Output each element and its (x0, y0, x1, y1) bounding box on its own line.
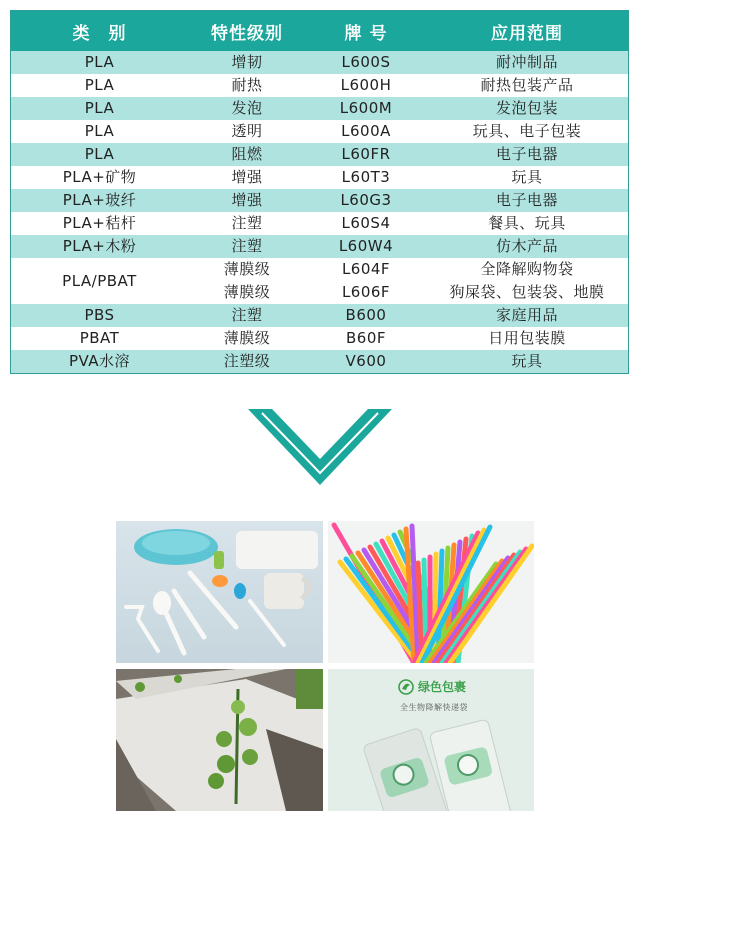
cell-application (426, 235, 628, 258)
cell-grade (188, 350, 306, 373)
cell-code-line: L606F (341, 283, 391, 301)
cell-code (306, 74, 426, 97)
cell-grade-line: 发泡 (231, 99, 263, 117)
cell-code-line: L60FR (341, 145, 391, 163)
cell-code (306, 304, 426, 327)
cell-application (426, 97, 628, 120)
cell-code (306, 143, 426, 166)
cell-grade-line: 薄膜级 (223, 260, 271, 278)
cell-code (306, 120, 426, 143)
table-row (11, 51, 628, 74)
cell-application-line: 发泡包装 (495, 99, 558, 117)
cell-application (426, 166, 628, 189)
cell-grade (188, 120, 306, 143)
cell-application-line: 仿木产品 (495, 237, 558, 255)
cell-application-line: 日用包装膜 (488, 329, 566, 347)
cell-grade (188, 74, 306, 97)
cell-code-line: V600 (345, 352, 387, 370)
cell-category: PLA+木粉 (11, 235, 188, 258)
cell-grade-line: 阻燃 (231, 145, 263, 163)
brand-subtitle: 全生物降解快递袋 (400, 703, 468, 712)
cell-grade (188, 166, 306, 189)
cell-application-line: 玩具 (511, 168, 543, 186)
cell-grade (188, 143, 306, 166)
cell-application-line: 玩具、电子包装 (472, 122, 582, 140)
photo-agricultural-mulch-film (116, 669, 323, 811)
header-grade: 特性级别 (188, 11, 306, 51)
cell-grade (188, 327, 306, 350)
cell-code-line: L600H (340, 76, 392, 94)
cell-grade-line: 增强 (231, 191, 263, 209)
table-row (11, 327, 628, 350)
cell-code (306, 97, 426, 120)
cell-category: PLA (11, 120, 188, 143)
cell-category: PLA (11, 74, 188, 97)
cell-application (426, 350, 628, 373)
product-grade-table (10, 10, 629, 374)
cell-application (426, 120, 628, 143)
cell-application (426, 258, 628, 304)
cell-code (306, 212, 426, 235)
cell-application-line: 家庭用品 (495, 306, 558, 324)
cell-code (306, 235, 426, 258)
cell-code (306, 327, 426, 350)
table-row (11, 350, 628, 373)
table-row (11, 166, 628, 189)
cell-application-line: 餐具、玩具 (488, 214, 566, 232)
cell-grade-line: 透明 (231, 122, 263, 140)
cell-grade (188, 235, 306, 258)
cell-category: PLA+秸杆 (11, 212, 188, 235)
cell-grade (188, 304, 306, 327)
table-row (11, 212, 628, 235)
table-row (11, 235, 628, 258)
cell-code-line: B60F (345, 329, 386, 347)
cell-grade (188, 51, 306, 74)
table-row (11, 120, 628, 143)
cell-category: PLA (11, 51, 188, 74)
cell-grade (188, 97, 306, 120)
cell-code (306, 166, 426, 189)
cell-code (306, 350, 426, 373)
cell-code-line: L600A (341, 122, 391, 140)
cell-application-line: 玩具 (511, 352, 543, 370)
cell-category: PLA/PBAT (11, 258, 188, 304)
cell-code-line: L604F (341, 260, 391, 278)
cell-category: PLA+玻纤 (11, 189, 188, 212)
cell-application (426, 143, 628, 166)
cell-grade-line: 增韧 (231, 53, 263, 71)
cell-category: PLA (11, 97, 188, 120)
header-code: 牌 号 (306, 11, 426, 51)
recycle-leaf-icon (398, 679, 414, 695)
cell-code-line: L60W4 (338, 237, 394, 255)
cell-category: PBS (11, 304, 188, 327)
cell-grade-line: 注塑级 (223, 352, 271, 370)
cell-application (426, 327, 628, 350)
cell-application-line: 耐冲制品 (495, 53, 558, 71)
cell-application-line: 电子电器 (495, 145, 558, 163)
cell-code-line: B600 (345, 306, 387, 324)
cell-application-line: 耐热包装产品 (480, 76, 574, 94)
cell-application (426, 212, 628, 235)
cell-code (306, 258, 426, 304)
cell-grade-line: 薄膜级 (223, 329, 271, 347)
cell-grade (188, 212, 306, 235)
cell-code (306, 51, 426, 74)
cell-application-line: 电子电器 (495, 191, 558, 209)
cell-application (426, 51, 628, 74)
photo-colorful-straws (328, 521, 534, 663)
header-category: 类 别 (11, 11, 188, 51)
cell-code-line: L60G3 (340, 191, 392, 209)
cell-code-line: L600S (341, 53, 391, 71)
table-header-row (11, 11, 628, 51)
cell-grade-line: 注塑 (231, 237, 263, 255)
cell-grade-line: 注塑 (231, 306, 263, 324)
cell-grade-line: 增强 (231, 168, 263, 186)
brand-logo (398, 678, 466, 695)
cell-application-line: 狗屎袋、包装袋、地膜 (449, 283, 605, 301)
photo-biodegradable-tableware (116, 521, 323, 663)
cell-code (306, 189, 426, 212)
cell-code-line: L60T3 (341, 168, 391, 186)
table-row (11, 258, 628, 304)
cell-grade (188, 258, 306, 304)
brand-title: 绿色包裹 (418, 680, 467, 694)
cell-category: PLA+矿物 (11, 166, 188, 189)
table-row (11, 143, 628, 166)
cell-category: PVA水溶 (11, 350, 188, 373)
table-row (11, 189, 628, 212)
cell-code-line: L600M (339, 99, 393, 117)
down-chevron-icon (246, 407, 394, 487)
cell-application (426, 189, 628, 212)
table-row (11, 97, 628, 120)
cell-category: PLA (11, 143, 188, 166)
header-application: 应用范围 (426, 11, 628, 51)
cell-application (426, 304, 628, 327)
cell-grade (188, 189, 306, 212)
cell-grade-line: 薄膜级 (223, 283, 271, 301)
cell-grade-line: 注塑 (231, 214, 263, 232)
cell-application-line: 全降解购物袋 (480, 260, 574, 278)
cell-grade-line: 耐热 (231, 76, 263, 94)
table-row (11, 74, 628, 97)
cell-category: PBAT (11, 327, 188, 350)
cell-application (426, 74, 628, 97)
table-row (11, 304, 628, 327)
cell-code-line: L60S4 (341, 214, 391, 232)
